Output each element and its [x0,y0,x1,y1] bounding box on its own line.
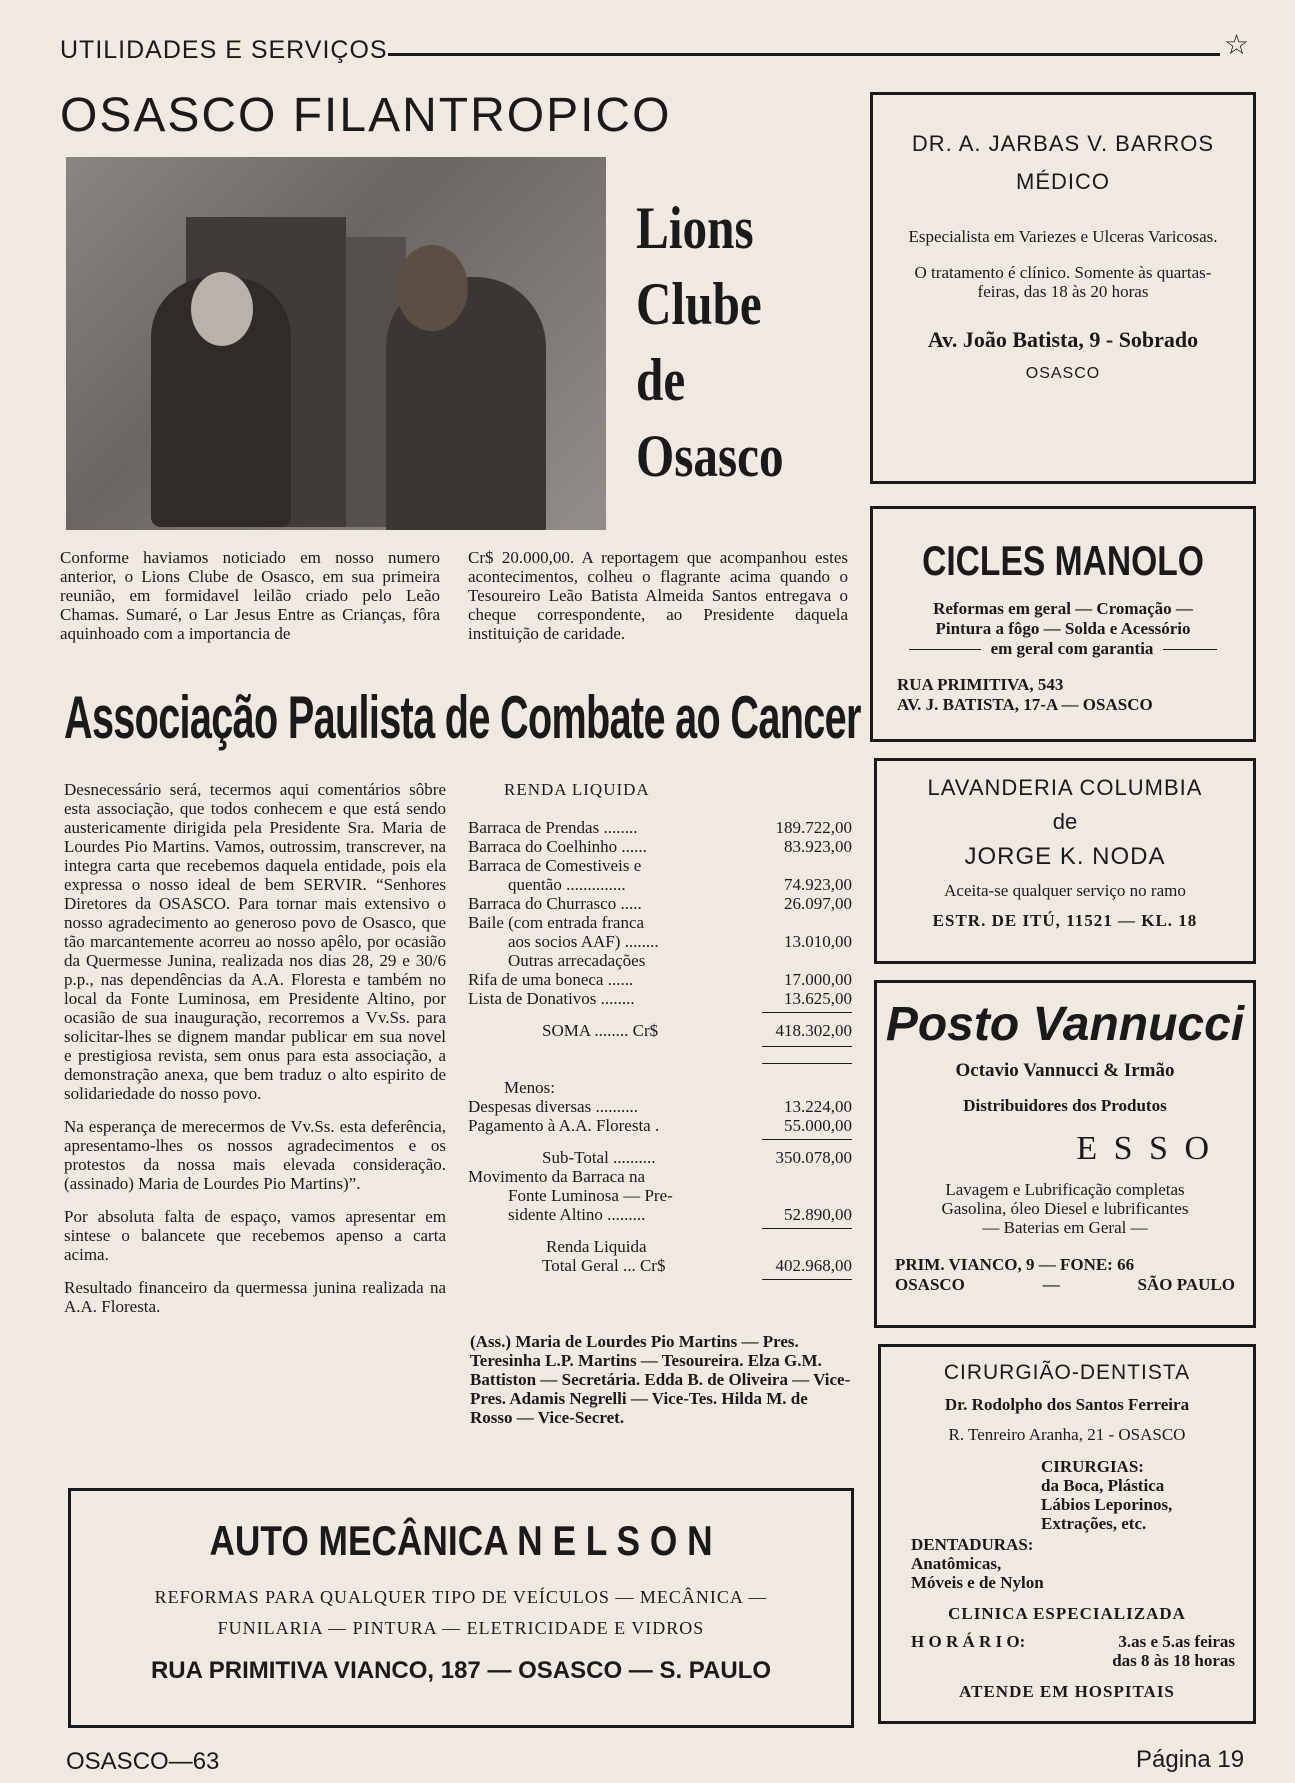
ledger-row [468,837,852,856]
ad-nelson-address: RUA PRIMITIVA VIANCO, 187 — OSASCO — S. PAULO [150,1657,772,1684]
ledger-total-label2: Total Geral ... Cr$ [542,1256,666,1275]
ad-vannucci-desc: — Baterias em Geral — [982,1218,1148,1237]
lions-text-col1: Conforme haviamos noticiado em nosso numero anterior, o Lions Clube de Osasco, em sua primeira reunião, em formidavel leilão criado pelo Leão Chamas. Sumaré, o Lar Jesus Entre as Crianças, fôra aquinhoado com a importancia de [60,548,440,643]
ad-barros-name: DR. A. JARBAS V. BARROS [911,131,1215,156]
ledger-row-value [756,951,852,970]
ad-dentista-horario-label: H O R Á R I O: [911,1632,1026,1651]
ledger-deduction-row-label: Despesas diversas .......... [468,1097,638,1116]
ledger-menos: Menos: [504,1078,555,1097]
ad-dentista-title: CIRURGIÃO-DENTISTA [943,1361,1191,1384]
ad-columbia-name: LAVANDERIA COLUMBIA [927,775,1203,800]
ad-nelson-line: FUNILARIA — PINTURA — ELETRICIDADE E VIDROS [217,1618,705,1638]
star-icon: ☆ [1224,30,1250,61]
ledger-movimento-row [468,1205,852,1224]
ledger-row [468,989,852,1008]
ad-dentista-clinica: CLINICA ESPECIALIZADA [948,1604,1186,1623]
ledger-row-label: Outras arrecadações [508,951,646,970]
ad-columbia-owner: JORGE K. NODA [964,843,1166,870]
ledger-row [468,894,852,913]
ad-barros-role: MÉDICO [1016,169,1110,194]
ad-manolo-address: AV. J. BATISTA, 17-A — OSASCO [897,695,1153,714]
ad-columbia [874,758,1256,964]
ad-vannucci-state: SÃO PAULO [1137,1275,1235,1294]
ad-manolo-desc: Pintura a fôgo — Solda e Acessório [935,619,1191,638]
ad-dentista-dentadura-item: Anatômicas, [911,1554,1002,1573]
ledger-movimento-row [468,1186,852,1205]
ledger-row-label: Barraca de Comestiveis e [468,856,642,875]
ledger-row [468,913,852,932]
ledger-row [468,970,852,989]
ledger-row-value: 189.722,00 [775,818,852,837]
assoc-title: Associação Paulista de Combate ao Cancer [64,684,861,751]
ad-barros-spec: Especialista em Variezes e Ulceras Varicosas. [908,227,1218,246]
ledger-row-value [756,856,852,875]
ad-columbia-desc: Aceita-se qualquer serviço no ramo [944,881,1186,900]
ledger-row-value: 13.010,00 [784,932,852,951]
lions-club-title [636,190,784,494]
ad-dentista-dentaduras: DENTADURAS: [911,1535,1034,1554]
page-title: OSASCO FILANTROPICO [60,89,672,142]
letter-paragraph: Por absoluta falta de espaço, vamos apresentar em sintese o balancete que recebemos apenso a carta acima. [64,1207,446,1264]
letter-paragraph: Desnecessário será, tecermos aqui comentários sôbre esta associação, que todos conhecem e que está sendo austericamente dirigida pela Presidente Sra. Maria de Lourdes Pio Martins. Vamos, outrossim, transcrever, na integra carta que recebemos daquela entidade, pois ela expressa o nosso ideal de bem SERVIR. “Senhores Diretores da OSASCO. Para tornar mais extensivo o nosso agradecimento ao generoso povo de Osasco, que tão marcantemente acorreu ao nosso apêlo, por ocasião da Quermesse Junina, realizada nos dias 28, 29 e 30/6 p.p., nas dependências da A.A. Floresta e também no local da Fonte Luminosa, em Presidente Altino, por ocasião de sua inauguração, recorremos a Vv.Ss. para solicitar-lhes se dignem mandar publicar em sua novel e prestigiosa revista, sem onus para esta associação, a demonstração anexa, que bem traduz o alto espirito de solidariedade do nosso povo. [64,780,446,1103]
ledger-row-value [756,913,852,932]
ledger-row-value: 26.097,00 [784,894,852,913]
letter-paragraph: Na esperança de merecermos de Vv.Ss. esta deferência, apresentamo-lhes os nossos agradecimentos e os protestos da nossa mais elevada consideração. (assinado) Maria de Lourdes Pio Martins)”. [64,1117,446,1193]
ad-nelson-line: REFORMAS PARA QUALQUER TIPO DE VEÍCULOS — MECÂNICA — [154,1587,768,1607]
ledger-heading: RENDA LIQUIDA [504,780,650,799]
lions-text-col2: Cr$ 20.000,00. A reportagem que acompanhou estes acontecimentos, colheu o flagrante acima quando o Tesoureiro Leão Batista Almeida Santos entregava o cheque correspondente, ao Presidente daquela instituição de caridade. [468,548,848,643]
lions-title-line: Lions [636,195,754,261]
ad-manolo [870,506,1256,742]
ad-manolo-address: RUA PRIMITIVA, 543 [897,675,1064,694]
letter-paragraph: Resultado financeiro da quermessa junina realizada na A.A. Floresta. [64,1278,446,1316]
lions-title-line: Clube [636,271,762,337]
lions-title-line: de [636,347,686,413]
ad-barros [870,92,1256,484]
footer-issue: OSASCO—63 [66,1748,220,1775]
footer-page-number: Página 19 [1136,1746,1245,1773]
ledger-row-label: Barraca do Coelhinho ...... [468,837,647,856]
ad-barros-city: OSASCO [1025,365,1101,382]
ledger-subtotal-value: 350.078,00 [775,1148,852,1167]
ledger-movimento-row-value: 52.890,00 [784,1205,852,1224]
ad-dentista-cirurgia-item: Extrações, etc. [1041,1514,1147,1533]
ledger-movimento-row [468,1167,852,1186]
ledger-subtotal-label: Sub-Total .......... [542,1148,656,1167]
ledger-row [468,875,852,894]
ad-vannucci-brand: E S S O [1076,1130,1213,1167]
ad-dentista-atende: ATENDE EM HOSPITAIS [959,1682,1175,1701]
ad-manolo-name: CICLES MANOLO [922,537,1204,584]
ledger-movimento-row-value [756,1186,852,1205]
ad-manolo-desc: Reformas em geral — Cromação — [933,599,1193,618]
ad-vannucci-city: OSASCO [895,1275,965,1294]
ad-nelson-name: AUTO MECÂNICA N E L S O N [209,1517,713,1564]
ledger-row-value: 17.000,00 [784,970,852,989]
ad-dentista-cirurgia-item: Lábios Leporinos, [1041,1495,1173,1514]
ledger-movimento-row-label: Fonte Luminosa — Pre- [508,1186,673,1205]
ledger-row-label: Baile (com entrada franca [468,913,645,932]
ad-vannucci-name: Posto Vannucci [885,998,1245,1051]
ad-vannucci-sep: — [1042,1275,1060,1294]
ad-barros-treat: O tratamento é clínico. Somente às quartas-feiras, das 18 às 20 horas [914,263,1212,301]
ledger-signers: (Ass.) Maria de Lourdes Pio Martins — Pres. Teresinha L.P. Martins — Tesoureira. Elza G.M. Battiston — Secretária. Edda B. de Oliveira — Vice-Pres. Adamis Negrelli — Vice-Tes. Hilda M. de Rosso — Vice-Secret. [470,1332,851,1427]
ledger-row-value: 83.923,00 [784,837,852,856]
ad-dentista-horario: 3.as e 5.as feiras [1118,1632,1235,1651]
ledger-row-label: Rifa de uma boneca ...... [468,970,634,989]
ad-vannucci-desc: Gasolina, óleo Diesel e lubrificantes [941,1199,1189,1218]
ledger-row [468,818,852,837]
ledger-row-value: 74.923,00 [784,875,852,894]
ledger-row-label: aos socios AAF) ........ [508,932,659,951]
ad-dentista [878,1344,1256,1724]
ad-barros-address: Av. João Batista, 9 - Sobrado [927,327,1199,352]
ledger-soma-value: 418.302,00 [775,1021,852,1040]
ad-dentista-address: R. Tenreiro Aranha, 21 - OSASCO [948,1425,1186,1444]
ledger-movimento-row-label: sidente Altino ......... [508,1205,646,1224]
ad-vannucci-desc: Lavagem e Lubrificação completas [945,1180,1185,1199]
lions-photo [66,157,606,530]
ledger-deduction-row-value: 55.000,00 [784,1116,852,1135]
ledger-row-label: Barraca de Prendas ........ [468,818,638,837]
ad-columbia-de: de [1052,809,1078,834]
ad-dentista-name: Dr. Rodolpho dos Santos Ferreira [944,1395,1190,1414]
ledger-total-value: 402.968,00 [775,1256,852,1275]
ledger-deduction-row-value: 13.224,00 [784,1097,852,1116]
ad-vannucci-owners: Octavio Vannucci & Irmão [955,1060,1175,1081]
ledger-row [468,932,852,951]
ad-dentista-horario: das 8 às 18 horas [1112,1651,1235,1670]
ledger-movimento-row-label: Movimento da Barraca na [468,1167,646,1186]
section-label: UTILIDADES E SERVIÇOS [60,36,388,64]
ad-columbia-address: ESTR. DE ITÚ, 11521 — KL. 18 [932,911,1198,930]
ledger-deduction-row [468,1116,852,1135]
ledger-deduction-row-label: Pagamento à A.A. Floresta . [468,1116,660,1135]
lions-title-line: Osasco [636,423,784,489]
ad-dentista-dentadura-item: Móveis e de Nylon [911,1573,1044,1592]
financial-ledger [468,780,852,1280]
ad-dentista-cirurgias: CIRURGIAS: [1041,1457,1144,1476]
ledger-total-label1: Renda Liquida [546,1237,647,1256]
ad-manolo-desc: em geral com garantia [990,639,1154,658]
header-rule [388,53,1220,56]
ledger-movimento-row-value [756,1167,852,1186]
ad-vannucci-address: PRIM. VIANCO, 9 — FONE: 66 [895,1255,1135,1274]
ledger-row-value: 13.625,00 [784,989,852,1008]
ledger-row [468,951,852,970]
ad-dentista-cirurgia-item: da Boca, Plástica [1041,1476,1165,1495]
ledger-soma-label: SOMA ........ Cr$ [542,1021,659,1040]
ad-nelson [68,1488,854,1728]
ledger-row [468,856,852,875]
ad-vannucci-dist: Distribuidores dos Produtos [963,1096,1167,1115]
ledger-row-label: Barraca do Churrasco ..... [468,894,642,913]
ledger-row-label: Lista de Donativos ........ [468,989,635,1008]
ad-vannucci [874,980,1256,1328]
ledger-deduction-row [468,1097,852,1116]
ledger-row-label: quentão .............. [508,875,626,894]
assoc-letter [64,780,446,1330]
